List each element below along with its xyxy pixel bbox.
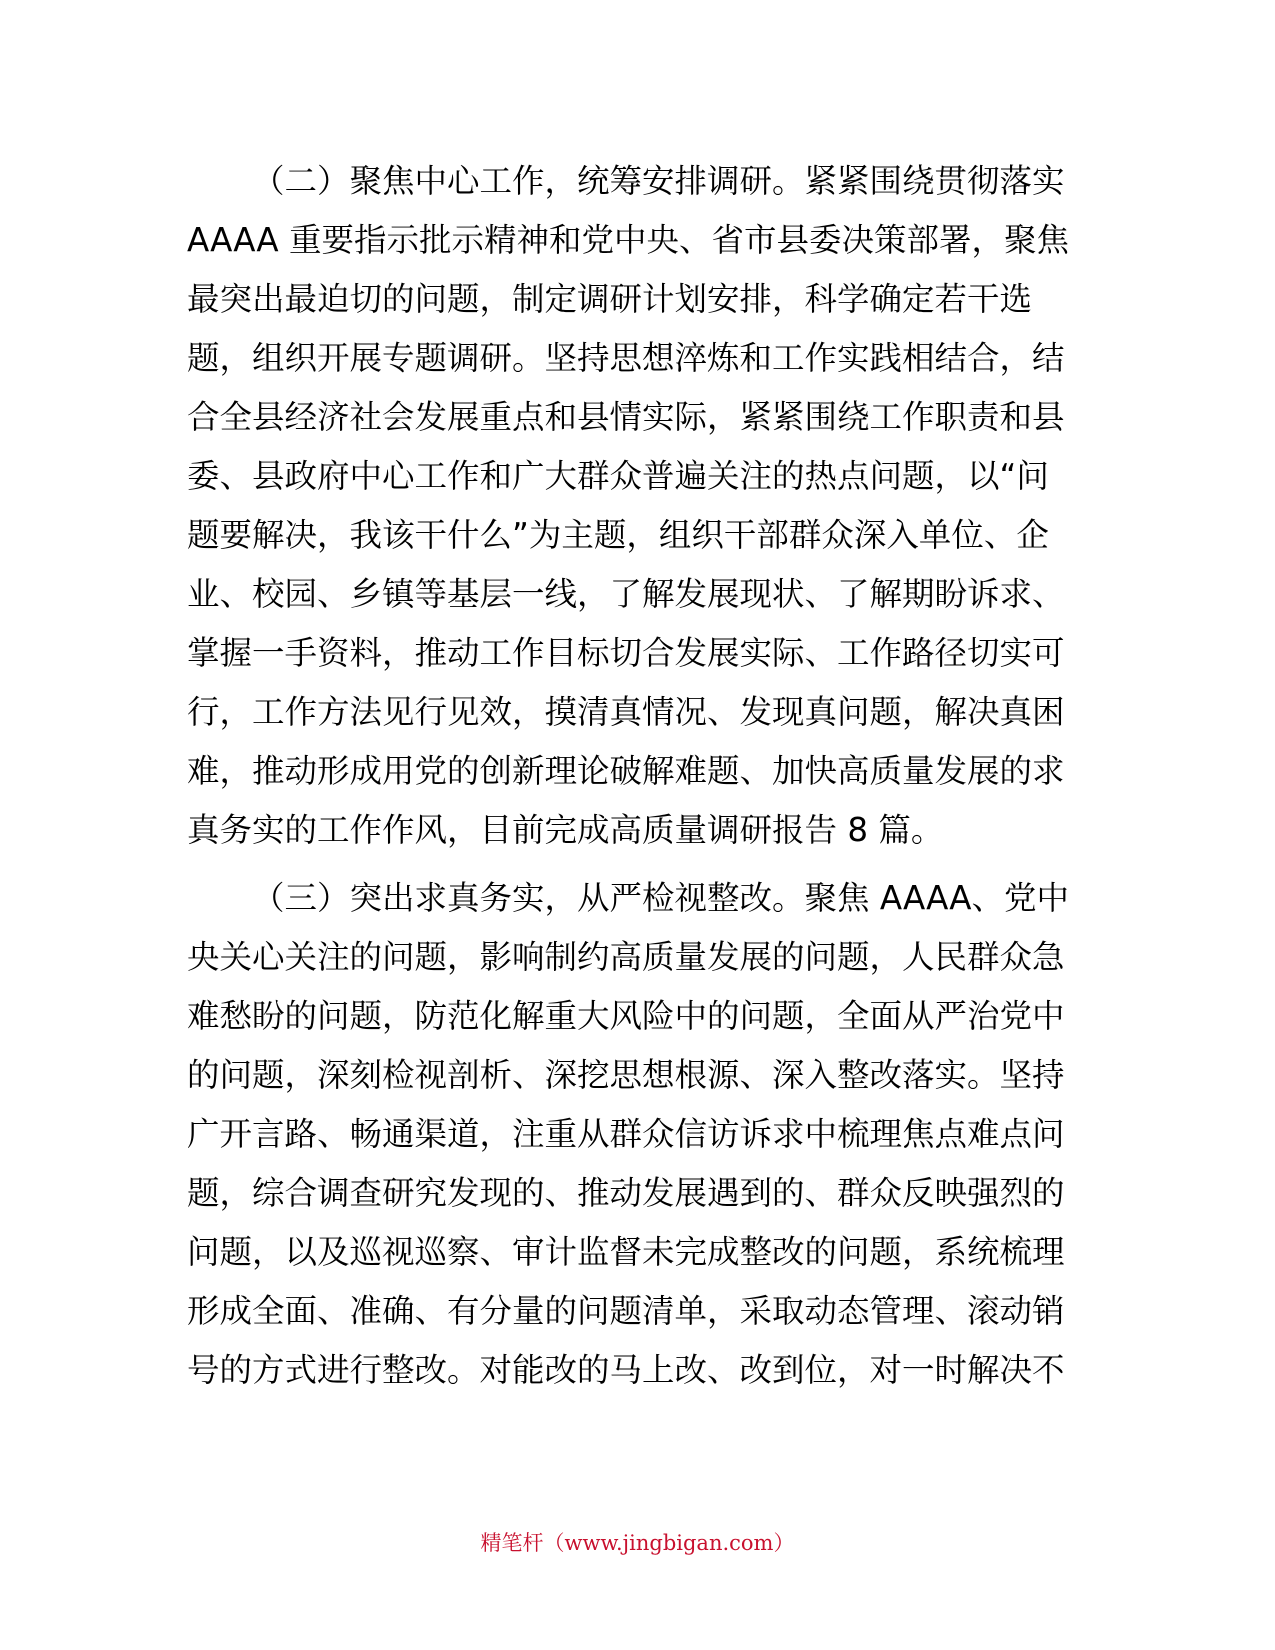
paragraph-line: 真务实的工作作风，目前完成高质量调研报告 8 篇。 (187, 811, 944, 849)
paragraph-line: 形成全面、准确、有分量的问题清单，采取动态管理、滚动销 (187, 1292, 1065, 1330)
paragraph-line: 央关心关注的问题，影响制约高质量发展的问题，人民群众急 (187, 938, 1065, 976)
paragraph-line: 难愁盼的问题，防范化解重大风险中的问题，全面从严治党中 (187, 997, 1065, 1035)
paragraph-line: 业、校园、乡镇等基层一线，了解发展现状、了解期盼诉求、 (187, 575, 1065, 613)
paragraph-spacer (187, 860, 1089, 869)
paragraph-line: 行，工作方法见行见效，摸清真情况、发现真问题，解决真困 (187, 693, 1065, 731)
document-body (187, 152, 1089, 1400)
paragraph-line: 题要解决，我该干什么”为主题，组织干部群众深入单位、企 (187, 516, 1049, 554)
paragraph-section-3 (187, 869, 1089, 1400)
paragraph-line: 的问题，深刻检视剖析、深挖思想根源、深入整改落实。坚持 (187, 1056, 1065, 1094)
paragraph-line: 难，推动形成用党的创新理论破解难题、加快高质量发展的求 (187, 752, 1065, 790)
paragraph-line: 题，组织开展专题调研。坚持思想淬炼和工作实践相结合，结 (187, 339, 1065, 377)
paragraph-line: 掌握一手资料，推动工作目标切合发展实际、工作路径切实可 (187, 634, 1065, 672)
paragraph-section-2 (187, 152, 1089, 860)
paragraph-line: 题，综合调查研究发现的、推动发展遇到的、群众反映强烈的 (187, 1174, 1065, 1212)
paragraph-line: （二）聚焦中心工作，统筹安排调研。紧紧围绕贯彻落实 (252, 162, 1065, 200)
footer-watermark: 精笔杆（www.jingbigan.com） (480, 1531, 795, 1555)
paragraph-line: AAAA 重要指示批示精神和党中央、省市县委决策部署，聚焦 (187, 221, 1069, 259)
paragraph-line: 广开言路、畅通渠道，注重从群众信访诉求中梳理焦点难点问 (187, 1115, 1065, 1153)
paragraph-line: 最突出最迫切的问题，制定调研计划安排，科学确定若干选 (187, 280, 1033, 318)
paragraph-line: 委、县政府中心工作和广大群众普遍关注的热点问题，以“问 (187, 457, 1049, 495)
paragraph-line: （三）突出求真务实，从严检视整改。聚焦 AAAA、党中 (252, 879, 1069, 917)
paragraph-line: 合全县经济社会发展重点和县情实际，紧紧围绕工作职责和县 (187, 398, 1065, 436)
paragraph-line: 号的方式进行整改。对能改的马上改、改到位，对一时解决不 (187, 1351, 1065, 1389)
paragraph-line: 问题，以及巡视巡察、审计监督未完成整改的问题，系统梳理 (187, 1233, 1065, 1271)
